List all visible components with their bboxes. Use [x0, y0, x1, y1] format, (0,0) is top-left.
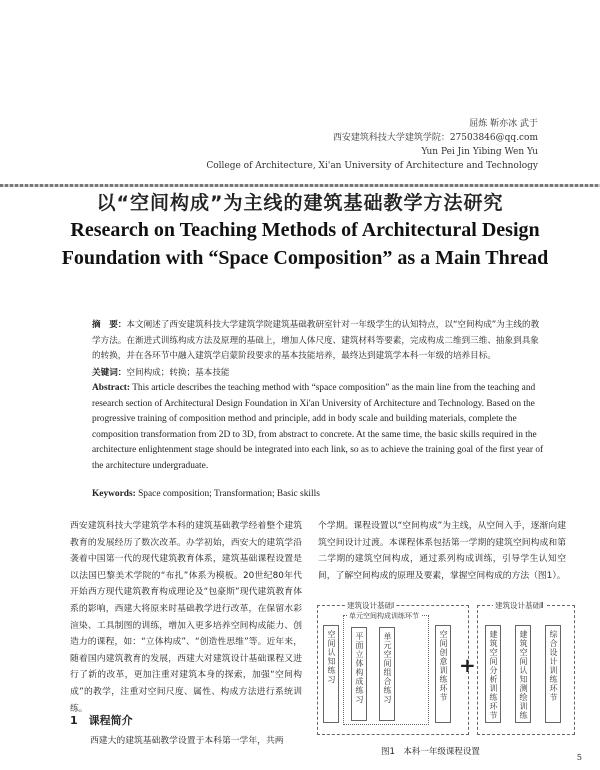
abstract-zh-label: 摘 要： — [92, 320, 127, 330]
figure-plus: + — [459, 653, 476, 677]
abstract-zh — [92, 318, 547, 365]
body-left-last: 西建大的建筑基础教学设置于本科第一学年，共两 — [90, 736, 284, 746]
abstract-en-text: This article describes the teaching method with “space composition” as the main line from the teaching and research section of Architectural Design Foundation in Xi'an University of Architecture and Technology. Based on the progressive training of composition method and principle, add in body scale and building materials, complete the composition transformation from 2D to 3D, from abstract to concrete. At the same time, the basic skills required in the architecture enlightenment stage should be integrated into each link, so as to achieve the training goal of the first year of the architecture undergraduate. — [92, 383, 544, 471]
authors-en: Yun Pei Jin Yibing Wen Yu — [421, 147, 538, 157]
figure-group1-label: 建筑设计基础Ⅰ — [347, 601, 395, 610]
body-right-paragraph: 个学期。课程设置以“空间构成”为主线，从空间入手，逐渐向建筑空间设计过渡。本课程体系包括第一学期的建筑空间构成和第二学期的建筑空间构成，通过系列构成训练，引导学生认知空间，了解空间构成的原理及要素，掌握空间构成的方法（图1）。 — [318, 521, 566, 581]
figure-box-e — [485, 625, 501, 723]
abstract-en — [92, 381, 547, 474]
affiliation-en: College of Architecture, Xi'an University of Architecture and Technology — [206, 161, 538, 171]
title-zh: 以“空间构成”为主线的建筑基础教学方法研究 — [96, 192, 504, 214]
body-left-paragraph: 西安建筑科技大学建筑学本科的建筑基础教学经着整个建筑教育的发展经历了数次改革。办学初始，西安大的建筑学沿袭着中国第一代的现代建筑教育体系，建筑基础课程设置是以法国巴黎美术学院的“布扎”体系为模板。20世纪80年代开始西方现代建筑教育构成理论及“包豪斯”现代建筑教育体系的影响，西建大将原来时基础教学进行改革，在保留水彩渲染、工具制图的训练，增加入更多培养空间构成能力、创造力的课程，如：“立体构成”、“创造性思维”等。近年来，随着国内建筑教育的发展，西建大对建筑设计基础课程又进行了新的改革，更加注重对建筑本身的探索，加强“空间构成”的教学，注重对空间尺度、属性、构成方法进行系统训练。 — [70, 521, 302, 714]
figure-box-f — [515, 625, 531, 723]
figure-box-d — [435, 625, 451, 723]
figure-box-c — [379, 627, 395, 721]
keywords-zh — [92, 366, 547, 382]
page-number: 5 — [576, 753, 582, 762]
figure-group2-label: 建筑设计基础Ⅱ — [495, 601, 544, 610]
figure-col-b: 平面立体构成练习 — [355, 632, 364, 704]
authors-zh: 屈炼 靳亦冰 武于 — [469, 119, 538, 129]
figure-col-e: 建筑空间分析训练环节 — [489, 630, 498, 720]
figure-box-b — [351, 627, 367, 721]
keywords-zh-label: 关键词： — [92, 368, 127, 378]
affiliation-zh: 西安建筑科技大学建筑学院：27503846@qq.com — [332, 133, 538, 143]
figure-caption: 图1 本科一年级课程设置 — [381, 747, 480, 757]
figure-sub1-label: 单元空间构成训练环节 — [349, 612, 419, 620]
keywords-en-label: Keywords: — [92, 489, 136, 499]
figure-col-d: 空间创意训练环节 — [439, 630, 448, 702]
figure-box-a — [323, 625, 339, 723]
figure-col-g: 综合设计训练环节 — [549, 630, 558, 702]
author-block — [206, 117, 538, 173]
figure-col-a: 空间认知练习 — [327, 630, 336, 684]
figure-col-c: 单元空间组合练习 — [383, 632, 392, 704]
keywords-zh-text: 空间构成；转换；基本技能 — [126, 368, 230, 378]
abstract-zh-text: 本文阐述了西安建筑科技大学建筑学院建筑基础教研室针对一年级学生的认知特点，以“空间构成”为主线的教学方法。在渐进式训练构成方法及原理的基础上，增加人体尺度、建筑材料等要素，完成构成二维到三维、抽象到具象的转换，并在各环节中融入建筑学启蒙阶段要求的基本技能培养，最终达到建筑学本科一年级的培养目标。 — [92, 320, 540, 361]
title-en-line2: Foundation with “Space Composition” as a Main Thread — [61, 247, 549, 269]
header-divider — [0, 184, 600, 187]
figure-box-g — [545, 625, 561, 723]
title-en — [30, 216, 580, 272]
keywords-en-text: Space composition; Transformation; Basic skills — [138, 489, 320, 499]
abstract-en-label: Abstract: — [92, 383, 131, 393]
section-heading: 1 课程简介 — [70, 714, 133, 727]
title-en-line1: Research on Teaching Methods of Architectural Design — [70, 219, 540, 241]
keywords-en — [92, 487, 547, 503]
figure-col-f: 建筑空间认知测绘训练 — [519, 630, 528, 720]
figure-1 — [317, 597, 575, 767]
